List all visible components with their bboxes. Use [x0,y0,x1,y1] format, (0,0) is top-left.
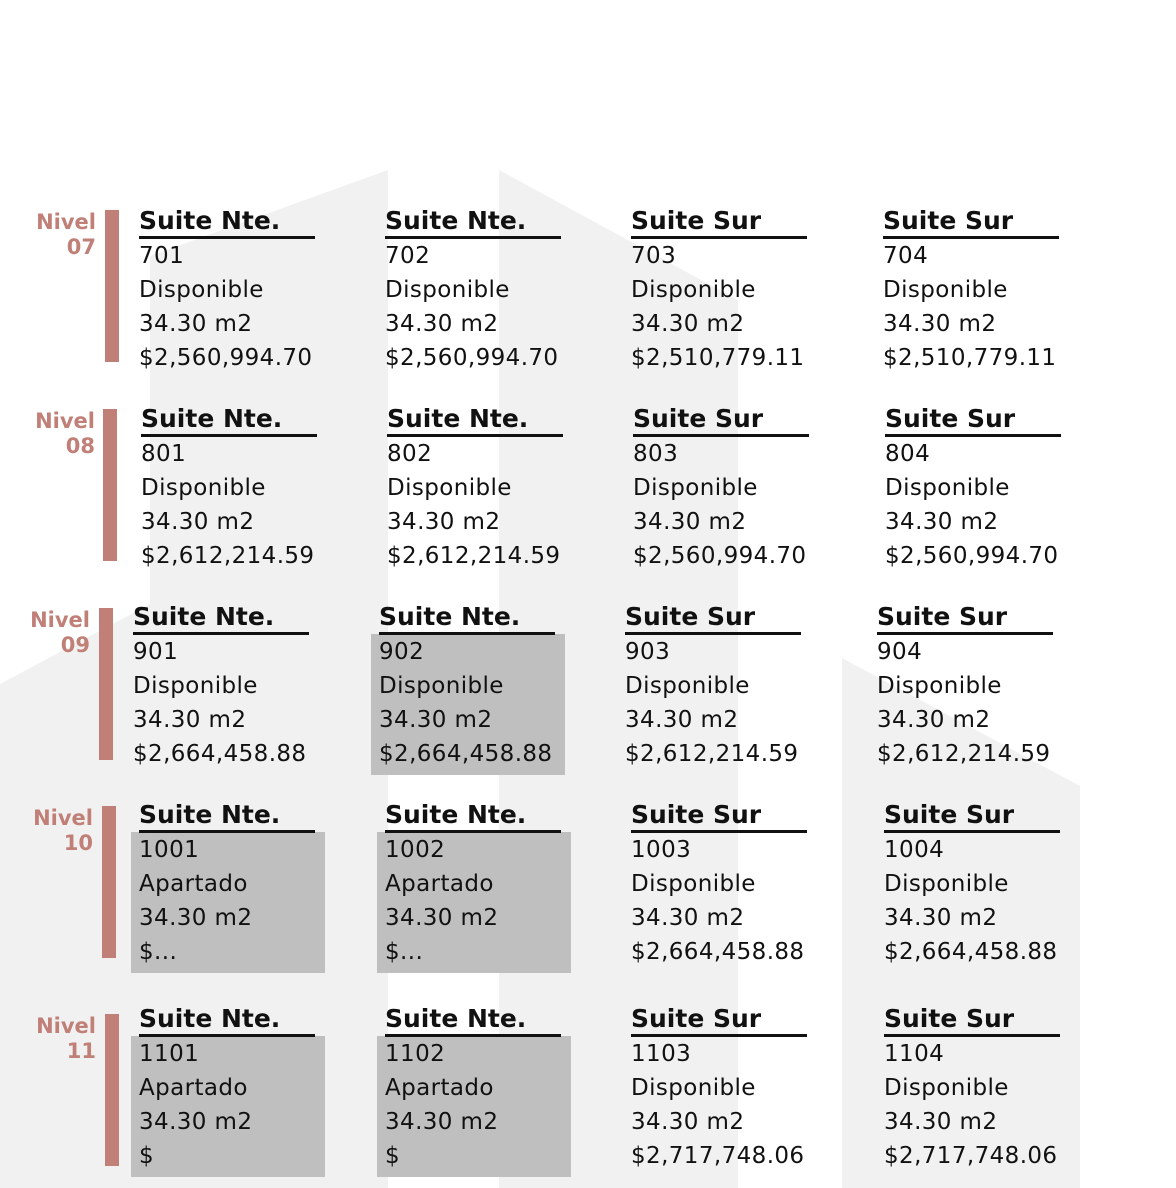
unit-price: $2,560,994.70 [385,345,559,371]
unit-number: 803 [633,441,679,467]
level-indicator-bar [103,409,117,561]
unit-area: 34.30 m2 [883,311,997,337]
unit-price: $2,664,458.88 [379,741,553,767]
unit-type: Suite Nte. [139,1003,315,1037]
unit-price: $... [139,939,178,965]
unit-price: $2,510,779.11 [631,345,805,371]
unit-card-1002[interactable] [385,799,579,969]
level-indicator-bar [105,1014,119,1166]
unit-number: 1104 [884,1041,945,1067]
unit-price: $2,612,214.59 [387,543,561,569]
unit-card-801[interactable] [141,403,335,573]
unit-type: Suite Nte. [141,403,317,437]
level-label-number: 11 [66,1039,96,1063]
unit-number: 903 [625,639,671,665]
unit-card-802[interactable] [387,403,581,573]
unit-card-1102[interactable] [385,1003,579,1173]
level-indicator-bar [99,608,113,760]
unit-area: 34.30 m2 [139,905,253,931]
level-label-word: Nivel [36,210,96,234]
unit-type: Suite Nte. [379,601,555,635]
level-label-number: 07 [66,235,96,259]
unit-number: 701 [139,243,185,269]
unit-type: Suite Sur [884,799,1060,833]
unit-type: Suite Nte. [139,799,315,833]
unit-status: Apartado [385,871,494,897]
unit-number: 703 [631,243,677,269]
unit-area: 34.30 m2 [139,311,253,337]
unit-price: $2,560,994.70 [633,543,807,569]
unit-status: Disponible [625,673,750,699]
unit-price: $2,560,994.70 [885,543,1059,569]
unit-number: 904 [877,639,923,665]
unit-number: 901 [133,639,179,665]
unit-area: 34.30 m2 [141,509,255,535]
unit-type: Suite Sur [631,205,807,239]
unit-card-1003[interactable] [631,799,825,969]
unit-type: Suite Sur [631,1003,807,1037]
unit-status: Apartado [139,871,248,897]
unit-area: 34.30 m2 [877,707,991,733]
unit-type: Suite Nte. [139,205,315,239]
unit-card-1104[interactable] [884,1003,1078,1173]
unit-status: Disponible [884,1075,1009,1101]
unit-number: 804 [885,441,931,467]
unit-area: 34.30 m2 [631,1109,745,1135]
unit-card-704[interactable] [883,205,1077,375]
unit-type: Suite Nte. [385,799,561,833]
unit-card-701[interactable] [139,205,333,375]
unit-area: 34.30 m2 [631,311,745,337]
unit-area: 34.30 m2 [385,311,499,337]
unit-number: 902 [379,639,425,665]
unit-status: Disponible [387,475,512,501]
level-label [30,608,90,658]
level-label [33,806,93,856]
unit-number: 1101 [139,1041,200,1067]
unit-price: $2,664,458.88 [133,741,307,767]
unit-card-903[interactable] [625,601,819,771]
unit-status: Disponible [883,277,1008,303]
unit-status: Disponible [379,673,504,699]
level-label [36,1014,96,1064]
unit-area: 34.30 m2 [633,509,747,535]
unit-card-702[interactable] [385,205,579,375]
unit-card-804[interactable] [885,403,1079,573]
unit-price: $2,510,779.11 [883,345,1057,371]
unit-card-1004[interactable] [884,799,1078,969]
unit-status: Disponible [631,277,756,303]
unit-number: 802 [387,441,433,467]
unit-area: 34.30 m2 [385,905,499,931]
unit-type: Suite Nte. [387,403,563,437]
unit-status: Disponible [133,673,258,699]
level-indicator-bar [102,806,116,958]
unit-card-803[interactable] [633,403,827,573]
unit-type: Suite Sur [885,403,1061,437]
unit-number: 1001 [139,837,200,863]
unit-status: Disponible [633,475,758,501]
unit-type: Suite Sur [883,205,1059,239]
unit-status: Disponible [631,871,756,897]
unit-area: 34.30 m2 [885,509,999,535]
unit-area: 34.30 m2 [387,509,501,535]
unit-area: 34.30 m2 [884,1109,998,1135]
unit-type: Suite Nte. [385,1003,561,1037]
unit-number: 1002 [385,837,446,863]
unit-area: 34.30 m2 [625,707,739,733]
unit-price: $... [385,939,424,965]
unit-status: Disponible [885,475,1010,501]
unit-status: Apartado [139,1075,248,1101]
unit-price: $2,612,214.59 [141,543,315,569]
unit-status: Disponible [877,673,1002,699]
unit-number: 801 [141,441,187,467]
unit-area: 34.30 m2 [631,905,745,931]
level-label-word: Nivel [36,1014,96,1038]
unit-card-901[interactable] [133,601,327,771]
unit-card-1001[interactable] [139,799,333,969]
unit-area: 34.30 m2 [379,707,493,733]
unit-card-902[interactable] [379,601,573,771]
unit-type: Suite Sur [884,1003,1060,1037]
unit-card-904[interactable] [877,601,1071,771]
level-label [35,409,95,459]
unit-type: Suite Sur [631,799,807,833]
level-label-word: Nivel [33,806,93,830]
unit-price: $2,612,214.59 [625,741,799,767]
unit-status: Disponible [884,871,1009,897]
unit-area: 34.30 m2 [884,905,998,931]
unit-card-703[interactable] [631,205,825,375]
unit-status: Disponible [139,277,264,303]
unit-type: Suite Sur [877,601,1053,635]
level-label-number: 10 [63,831,93,855]
unit-type: Suite Sur [633,403,809,437]
level-label-number: 08 [65,434,95,458]
level-label-word: Nivel [30,608,90,632]
unit-price: $2,560,994.70 [139,345,313,371]
unit-status: Apartado [385,1075,494,1101]
unit-number: 1003 [631,837,692,863]
unit-card-1103[interactable] [631,1003,825,1173]
unit-price: $2,717,748.06 [631,1143,805,1169]
unit-number: 1103 [631,1041,692,1067]
level-label-number: 09 [60,633,90,657]
unit-price: $2,664,458.88 [884,939,1058,965]
unit-price: $2,612,214.59 [877,741,1051,767]
unit-price: $2,664,458.88 [631,939,805,965]
unit-status: Disponible [631,1075,756,1101]
level-indicator-bar [105,210,119,362]
unit-status: Disponible [141,475,266,501]
level-label [36,210,96,260]
unit-number: 702 [385,243,431,269]
unit-type: Suite Sur [625,601,801,635]
unit-type: Suite Nte. [133,601,309,635]
level-label-word: Nivel [35,409,95,433]
unit-type: Suite Nte. [385,205,561,239]
unit-number: 1102 [385,1041,446,1067]
unit-area: 34.30 m2 [133,707,247,733]
unit-status: Disponible [385,277,510,303]
unit-price: $ [139,1143,155,1169]
unit-card-1101[interactable] [139,1003,333,1173]
unit-area: 34.30 m2 [139,1109,253,1135]
unit-number: 1004 [884,837,945,863]
unit-price: $ [385,1143,401,1169]
unit-price: $2,717,748.06 [884,1143,1058,1169]
unit-area: 34.30 m2 [385,1109,499,1135]
unit-number: 704 [883,243,929,269]
